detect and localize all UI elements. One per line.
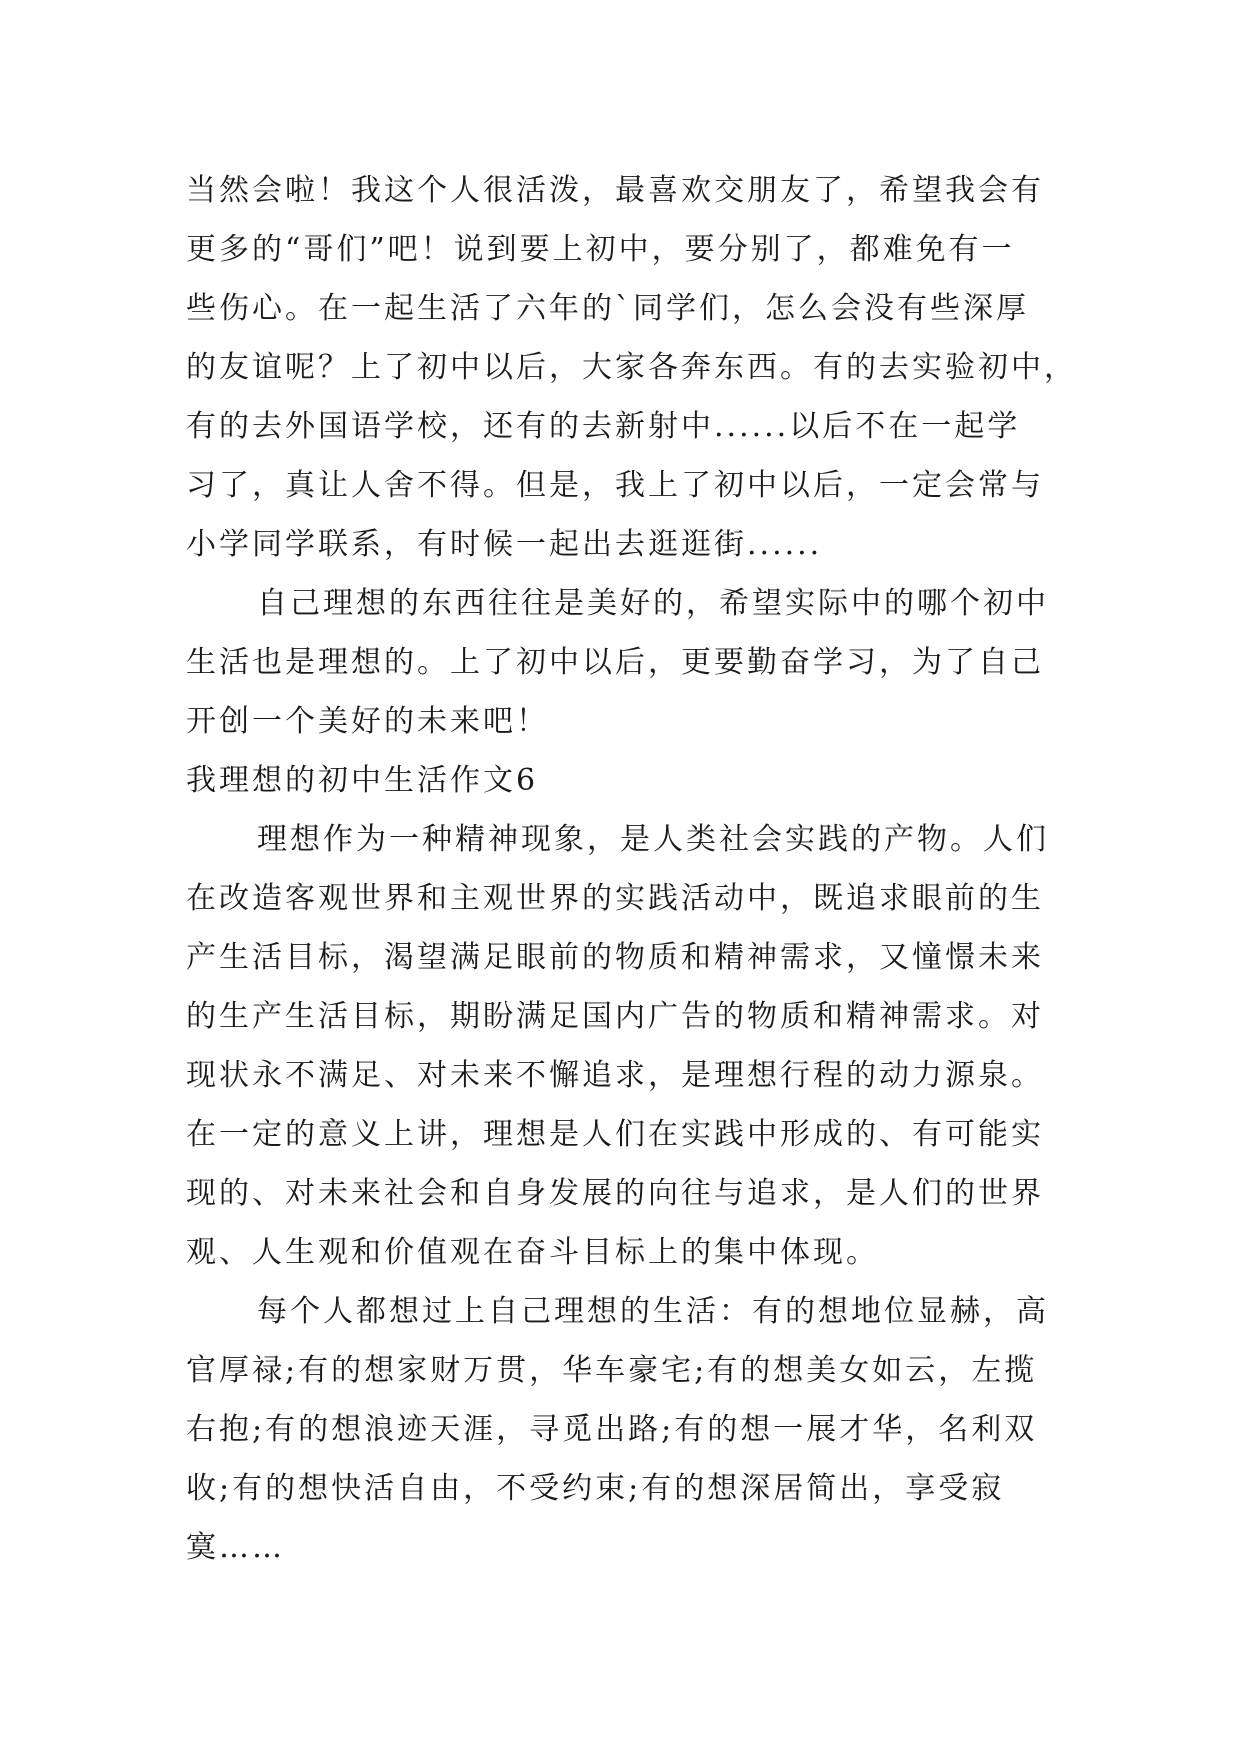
text-line: 现的、对未来社会和自身发展的向往与追求，是人们的世界 — [186, 1176, 1044, 1211]
text-line: 生活也是理想的。上了初中以后，更要勤奋学习，为了自己 — [186, 645, 1044, 680]
text-line: 的友谊呢？上了初中以后，大家各奔东西。有的去实验初中， — [186, 350, 1077, 385]
text-line: 习了，真让人舍不得。但是，我上了初中以后，一定会常与 — [186, 468, 1044, 503]
text-line: 产生活目标，渴望满足眼前的物质和精神需求，又憧憬未来 — [186, 940, 1044, 975]
text-line: 小学同学联系，有时候一起出去逛逛街...... — [186, 527, 823, 562]
text-line: 在一定的意义上讲，理想是人们在实践中形成的、有可能实 — [186, 1117, 1044, 1152]
text-line: 的生产生活目标，期盼满足国内广告的物质和精神需求。对 — [186, 999, 1044, 1034]
text-line: 更多的“哥们”吧！说到要上初中，要分别了，都难免有一 — [186, 232, 1015, 267]
paragraph — [186, 810, 1066, 1282]
text-line: 收;有的想快活自由，不受约束;有的想深居简出，享受寂 — [186, 1471, 1005, 1506]
paragraph — [186, 161, 1077, 574]
text-line: 开创一个美好的未来吧！ — [186, 704, 549, 739]
text-line: 官厚禄;有的想家财万贯，华车豪宅;有的想美女如云，左揽 — [186, 1353, 1038, 1388]
text-line: 观、人生观和价值观在奋斗目标上的集中体现。 — [186, 1235, 879, 1270]
text-line: 理想作为一种精神现象，是人类社会实践的产物。人们 — [257, 822, 1049, 857]
text-line: 右抱;有的想浪迹天涯，寻觅出路;有的想一展才华，名利双 — [186, 1412, 1038, 1447]
paragraph — [186, 1282, 1066, 1577]
document-body — [186, 161, 1077, 1577]
text-line: 些伤心。在一起生活了六年的`同学们，怎么会没有些深厚 — [186, 291, 1029, 326]
text-line: 当然会啦！我这个人很活泼，最喜欢交朋友了，希望我会有 — [186, 173, 1044, 208]
section-heading: 我理想的初中生活作文6 — [186, 763, 539, 798]
text-line: 自己理想的东西往往是美好的，希望实际中的哪个初中 — [257, 586, 1049, 621]
text-line: 在改造客观世界和主观世界的实践活动中，既追求眼前的生 — [186, 881, 1044, 916]
text-line: 每个人都想过上自己理想的生活：有的想地位显赫，高 — [257, 1294, 1049, 1329]
text-line: 现状永不满足、对未来不懈追求，是理想行程的动力源泉。 — [186, 1058, 1044, 1093]
text-line: 寞…… — [186, 1530, 285, 1565]
text-line: 有的去外国语学校，还有的去新射中......以后不在一起学 — [186, 409, 1021, 444]
paragraph — [186, 574, 1066, 751]
